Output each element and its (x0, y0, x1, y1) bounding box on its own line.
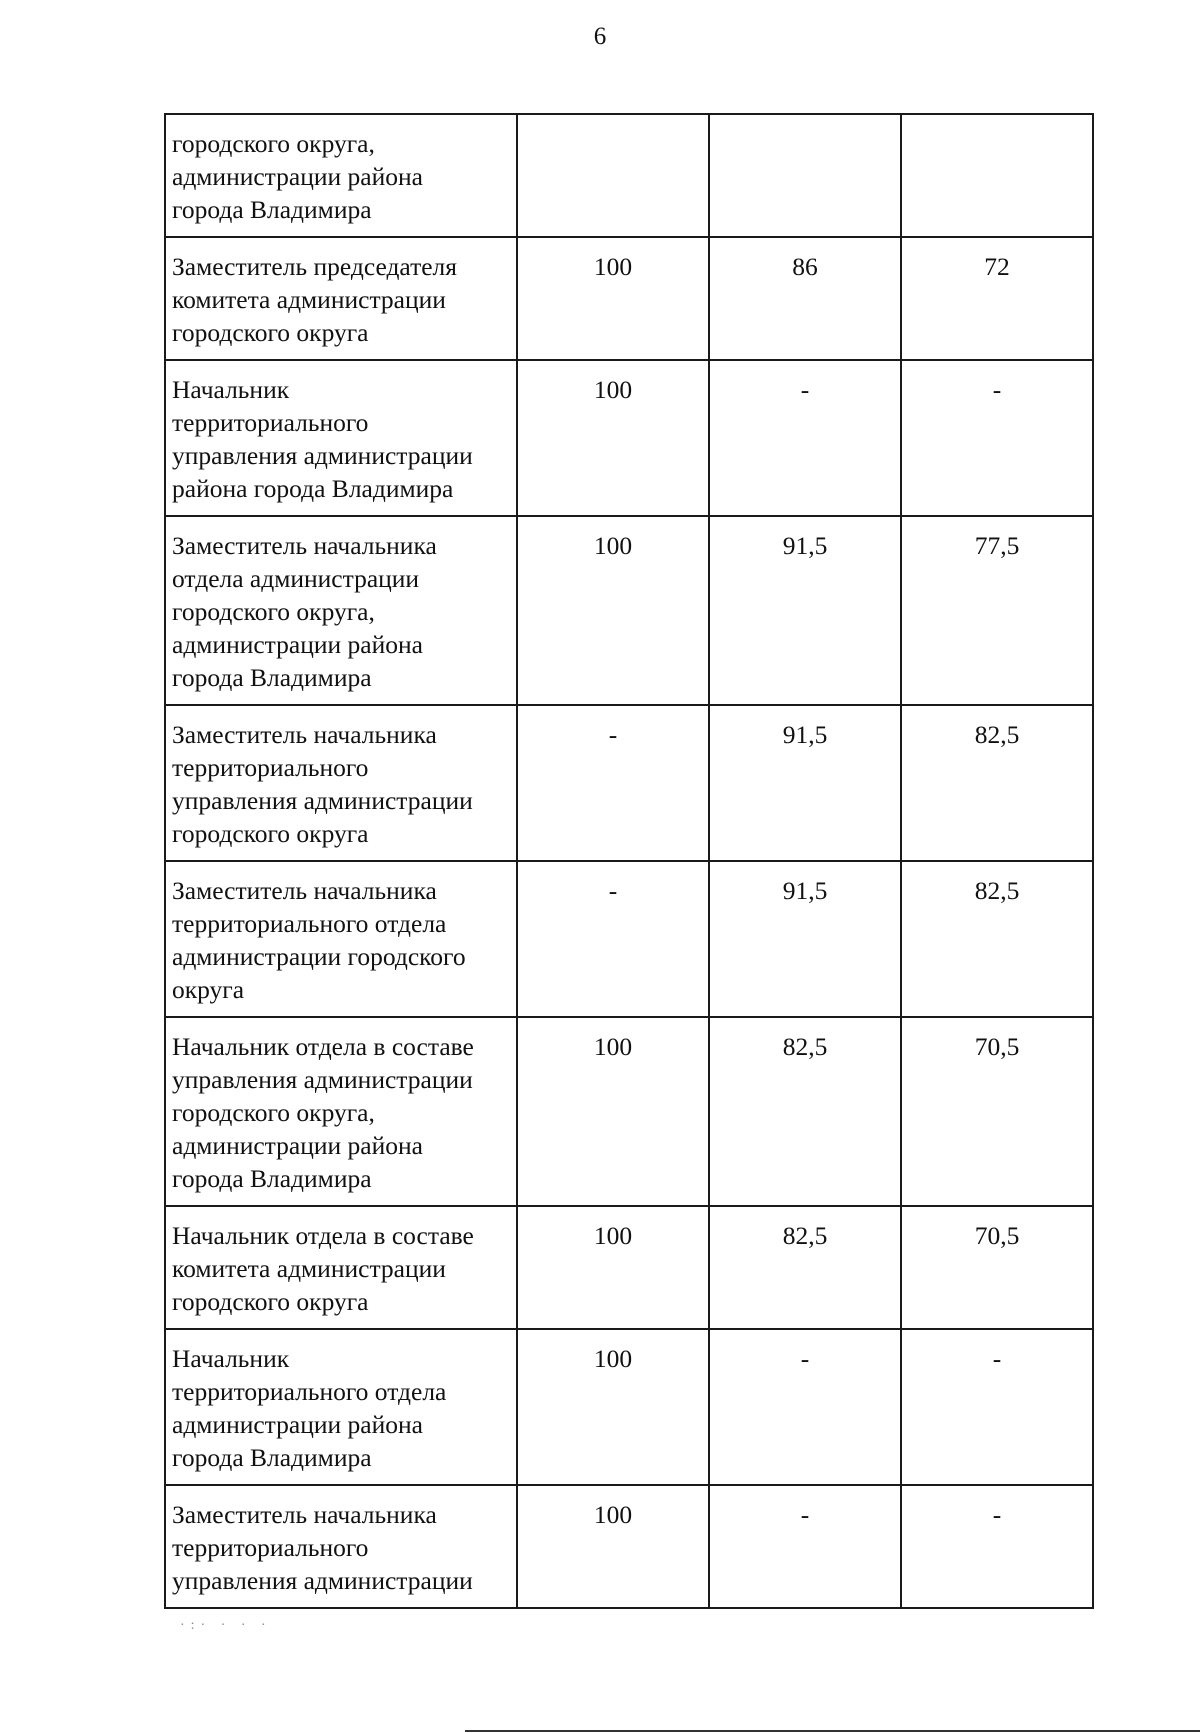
position-title: Заместитель председателя комитета администрации городского округа (172, 252, 457, 347)
position-cell (165, 1485, 517, 1608)
table-row (165, 1329, 1093, 1485)
table-row (165, 861, 1093, 1017)
value-cell-3: - (901, 1485, 1093, 1608)
value-cell-3: - (901, 1329, 1093, 1485)
value-cell-2: - (709, 360, 901, 516)
scan-specks: ·:· · · · (180, 1618, 272, 1633)
position-cell (165, 861, 517, 1017)
value-cell-2: - (709, 1485, 901, 1608)
position-title: Заместитель начальника территориального отдела администрации городского округа (172, 876, 466, 1004)
position-cell (165, 114, 517, 237)
table-row (165, 360, 1093, 516)
value-cell-1: 100 (517, 1017, 709, 1206)
table-row (165, 1206, 1093, 1329)
salary-coefficient-table (164, 113, 1094, 1609)
value-cell-2: 82,5 (709, 1017, 901, 1206)
position-cell (165, 1017, 517, 1206)
position-cell (165, 516, 517, 705)
value-cell-1: - (517, 861, 709, 1017)
value-cell-2 (709, 114, 901, 237)
position-title: Заместитель начальника территориального управления администрации (172, 1500, 473, 1595)
value-cell-2: 82,5 (709, 1206, 901, 1329)
position-cell (165, 1206, 517, 1329)
position-title: Начальник отдела в составе комитета администрации городского округа (172, 1221, 474, 1316)
value-cell-2: 91,5 (709, 516, 901, 705)
position-title: Заместитель начальника территориального управления администрации городского округа (172, 720, 473, 848)
table-body (165, 114, 1093, 1608)
value-cell-3: 77,5 (901, 516, 1093, 705)
value-cell-1: 100 (517, 360, 709, 516)
table-row (165, 516, 1093, 705)
position-title: Начальник территориального управления администрации района города Владимира (172, 375, 473, 503)
value-cell-2: 86 (709, 237, 901, 360)
value-cell-3: 82,5 (901, 705, 1093, 861)
position-cell (165, 237, 517, 360)
page-bottom-rule (465, 1730, 1200, 1732)
position-title: Начальник территориального отдела администрации района города Владимира (172, 1344, 447, 1472)
table-row (165, 114, 1093, 237)
value-cell-1: - (517, 705, 709, 861)
position-title: городского округа, администрации района города Владимира (172, 129, 423, 224)
position-title: Заместитель начальника отдела администрации городского округа, администрации района города Владимира (172, 531, 437, 692)
value-cell-3: 70,5 (901, 1206, 1093, 1329)
value-cell-3: 82,5 (901, 861, 1093, 1017)
value-cell-2: - (709, 1329, 901, 1485)
value-cell-3: 70,5 (901, 1017, 1093, 1206)
table-row (165, 705, 1093, 861)
value-cell-1 (517, 114, 709, 237)
value-cell-1: 100 (517, 1329, 709, 1485)
value-cell-1: 100 (517, 1485, 709, 1608)
value-cell-2: 91,5 (709, 705, 901, 861)
value-cell-3: - (901, 360, 1093, 516)
value-cell-1: 100 (517, 516, 709, 705)
position-cell (165, 705, 517, 861)
value-cell-2: 91,5 (709, 861, 901, 1017)
position-title: Начальник отдела в составе управления администрации городского округа, администрации района города Владимира (172, 1032, 474, 1193)
table-row (165, 1017, 1093, 1206)
value-cell-1: 100 (517, 237, 709, 360)
position-cell (165, 360, 517, 516)
value-cell-1: 100 (517, 1206, 709, 1329)
table-row (165, 237, 1093, 360)
page-number: 6 (593, 23, 607, 50)
value-cell-3: 72 (901, 237, 1093, 360)
table-row (165, 1485, 1093, 1608)
position-cell (165, 1329, 517, 1485)
value-cell-3 (901, 114, 1093, 237)
